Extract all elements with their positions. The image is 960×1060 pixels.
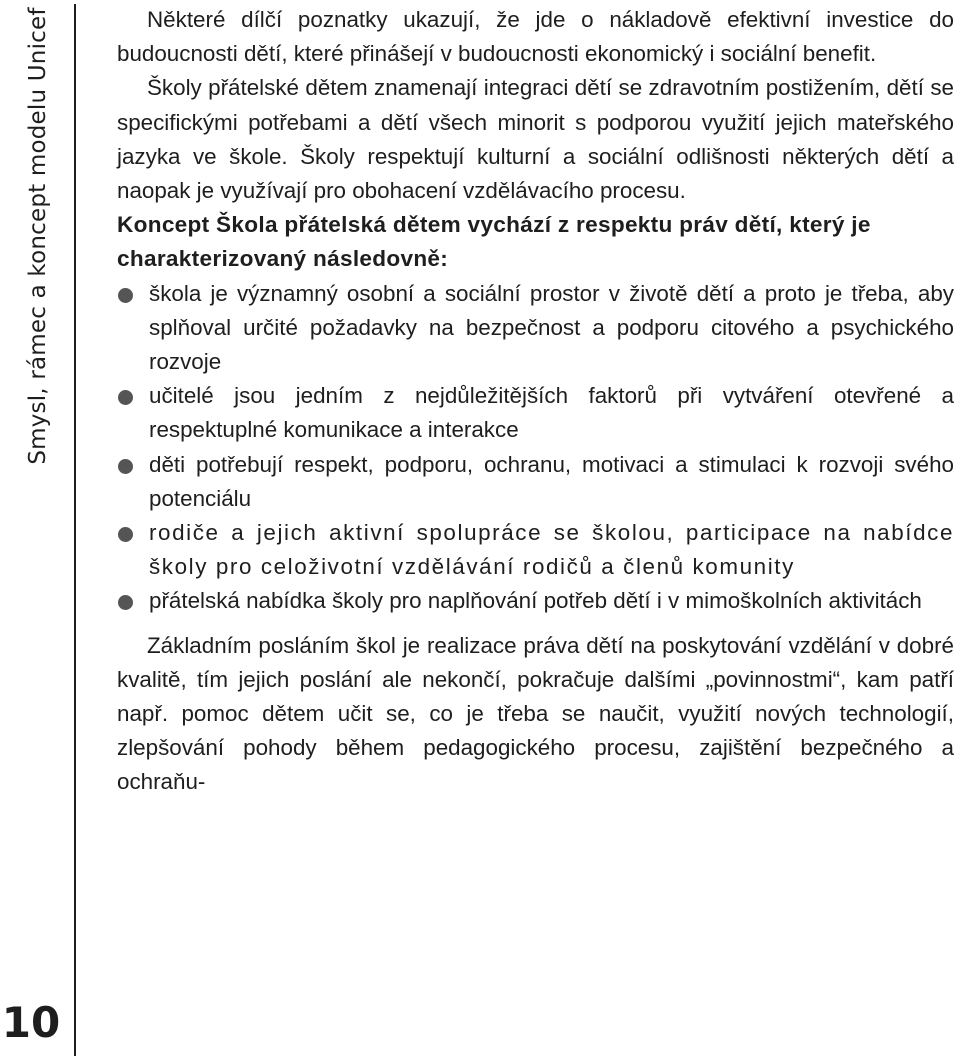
list-item-text: škola je významný osobní a sociální prostor v životě dětí a proto je třeba, aby splňoval určité požadavky na bezpečnost a podporu citového a psychického rozvoje xyxy=(149,280,954,375)
bullet-icon xyxy=(118,595,133,610)
list-item xyxy=(117,277,954,380)
list-item xyxy=(117,448,954,516)
list-item-text: učitelé jsou jedním z nejdůležitějších faktorů při vytváření otevřené a respektuplné komunikace a interakce xyxy=(149,383,954,443)
list-item xyxy=(117,584,954,618)
list-item xyxy=(117,379,954,447)
bullet-icon xyxy=(118,459,133,474)
section-heading: Koncept Škola přátelská dětem vychází z respektu práv dětí, který je charakterizovaný následovně: xyxy=(117,212,871,272)
list-item xyxy=(117,516,954,584)
running-head: Smysl, rámec a koncept modelu Unicef xyxy=(25,7,51,465)
paragraph: Základním posláním škol je realizace práva dětí na poskytování vzdělání v dobré kvalitě, tím jejich poslání ale nekončí, pokračuje dalšími „povinnostmi“, kam patří např. pomoc dětem učit se, co je třeba se naučit, využití nových technologií, zlepšování pohody během pedagogického procesu, zajištění bezpečného a ochraňu- xyxy=(117,632,954,795)
page-number: 10 xyxy=(1,998,61,1047)
bullet-icon xyxy=(118,288,133,303)
list-item-text: přátelská nabídka školy pro naplňování potřeb dětí i v mimoškolních aktivitách xyxy=(149,588,922,614)
page-body xyxy=(117,3,954,800)
page-margin xyxy=(0,0,76,1060)
margin-rule xyxy=(74,4,76,1056)
paragraph: Některé dílčí poznatky ukazují, že jde o nákladově efektivní investice do budoucnosti dětí, které přinášejí v budoucnosti ekonomický i sociální benefit. xyxy=(117,7,954,67)
bullet-icon xyxy=(118,527,133,542)
bullet-icon xyxy=(118,390,133,405)
list-item-text: rodiče a jejich aktivní spolupráce se školou, participace na nabídce školy pro celoživotní vzdělávání rodičů a členů komunity xyxy=(149,520,954,580)
bullet-list xyxy=(117,277,954,619)
list-item-text: děti potřebují respekt, podporu, ochranu, motivaci a stimulaci k rozvoji svého potenciálu xyxy=(149,451,954,511)
paragraph: Školy přátelské dětem znamenají integraci dětí se zdravotním postižením, dětí se specifickými potřebami a dětí všech minorit s podporou využití jejich mateřského jazyka ve škole. Školy respektují kulturní a sociální odlišnosti některých dětí a naopak je využívají pro obohacení vzdělávacího procesu. xyxy=(117,75,954,204)
